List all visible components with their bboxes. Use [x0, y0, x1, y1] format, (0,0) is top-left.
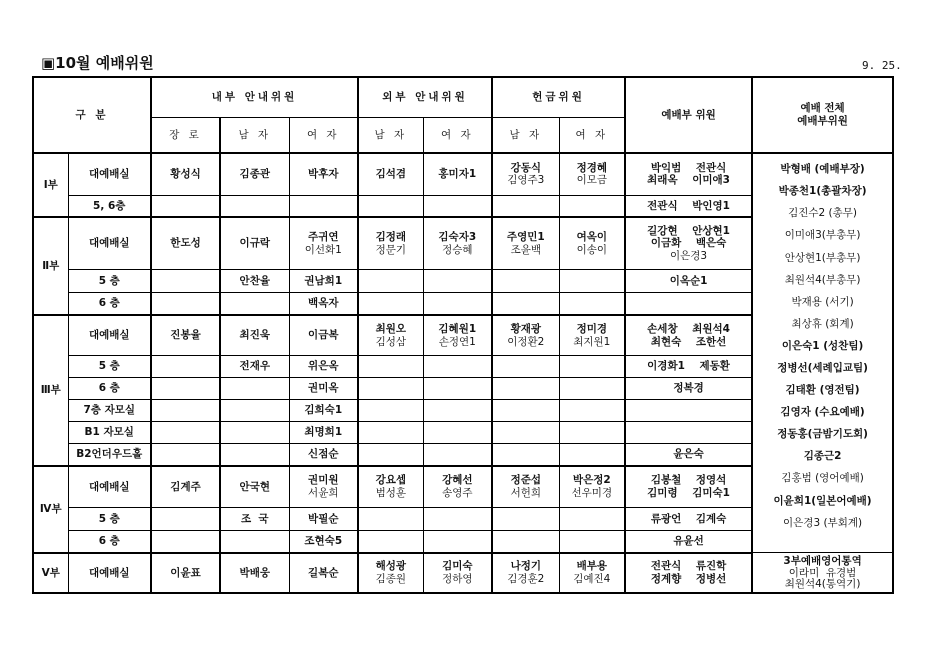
date-label: 9. 25.	[862, 59, 902, 72]
header-external-male: 남 자	[358, 117, 423, 153]
member-item: 김영자 (수요예배)	[780, 406, 865, 419]
location-cell: 대예배실	[68, 315, 151, 355]
internal-female-cell: 신점순	[289, 444, 358, 466]
member-item: 정병선(세례입교팀)	[777, 361, 868, 374]
elder-cell: 진봉율	[151, 315, 220, 355]
internal-female-cell: 박후자	[289, 153, 358, 195]
committee-cell: 길강현 안상현1 이금화 백은숙 이은경3	[625, 217, 752, 269]
location-cell: 대예배실	[68, 153, 151, 195]
interpreter-device: 최원석4(통역기)	[784, 578, 861, 591]
member-item: 김진수2 (총무)	[788, 207, 858, 220]
internal-female-cell: 길복순	[289, 553, 358, 593]
elder-cell: 황성식	[151, 153, 220, 195]
location-cell: 5 층	[68, 355, 151, 377]
offering-female-cell: 여옥이 이송이	[559, 217, 625, 269]
header-internal-male: 남 자	[220, 117, 289, 153]
committee-cell: 이경화1 제동환	[625, 355, 752, 377]
elder-cell: 한도성	[151, 217, 220, 269]
committee-cell: 류광언 김계숙	[625, 508, 752, 531]
external-female-cell: 홍미자1	[423, 153, 492, 195]
internal-male-cell: 이규락	[220, 217, 289, 269]
part-1-label: Ⅰ부	[33, 153, 68, 217]
member-item: 안상현1(부총무)	[784, 251, 861, 264]
external-female-cell: 김미숙 정하영	[423, 553, 492, 593]
offering-male-cell: 강동식 김영주3	[492, 153, 559, 195]
offering-female-cell: 배부용 김예진4	[559, 553, 625, 593]
member-item: 박재용 (서기)	[791, 295, 854, 308]
location-cell: B2언더우드홀	[68, 444, 151, 466]
header-internal: 내부 안내위원	[151, 77, 358, 117]
committee-cell: 전관식 박인영1	[625, 195, 752, 217]
all-members-list	[752, 153, 893, 553]
internal-female-cell: 주귀연 이선화1	[289, 217, 358, 269]
location-cell: 6 층	[68, 377, 151, 399]
header-offering-female: 여 자	[559, 117, 625, 153]
location-cell: B1 자모실	[68, 422, 151, 444]
header-offering: 헌금위원	[492, 77, 625, 117]
interpreter-title: 3부예배영어통역	[783, 555, 862, 568]
external-male-cell: 강요셉 범성훈	[358, 466, 423, 508]
header-external: 외부 안내위원	[358, 77, 492, 117]
header-committee: 예배부 위원	[625, 77, 752, 153]
member-item: 김홍범 (영어예배)	[781, 472, 864, 485]
committee-cell: 윤은숙	[625, 444, 752, 466]
offering-female-cell: 정경혜 이모금	[559, 153, 625, 195]
offering-male-cell: 나정기 김경훈2	[492, 553, 559, 593]
internal-female-cell: 권남희1	[289, 269, 358, 292]
location-cell: 대예배실	[68, 553, 151, 593]
location-cell: 5 층	[68, 508, 151, 531]
member-item: 최원석4(부총무)	[784, 273, 861, 286]
member-item: 이미애3(부총무)	[784, 229, 861, 242]
location-cell: 7층 자모실	[68, 400, 151, 422]
internal-female-cell: 백옥자	[289, 292, 358, 315]
header-external-female: 여 자	[423, 117, 492, 153]
external-female-cell: 강혜선 송영주	[423, 466, 492, 508]
member-item: 최상휴 (회계)	[791, 317, 854, 330]
offering-female-cell: 정미경 최지원1	[559, 315, 625, 355]
offering-male-cell: 주영민1 조윤백	[492, 217, 559, 269]
location-cell: 6 층	[68, 531, 151, 553]
internal-male-cell: 전재우	[220, 355, 289, 377]
internal-male-cell: 박배웅	[220, 553, 289, 593]
elder-cell: 김계주	[151, 466, 220, 508]
header-internal-female: 여 자	[289, 117, 358, 153]
internal-female-cell: 박필순	[289, 508, 358, 531]
header-gubun: 구 분	[33, 77, 151, 153]
internal-female-cell: 조현숙5	[289, 531, 358, 553]
external-male-cell: 해성광 김종원	[358, 553, 423, 593]
member-item: 김태환 (영전팀)	[785, 384, 860, 397]
member-item: 김종근2	[803, 450, 842, 463]
interpreter-names: 이라미 유경범	[788, 566, 857, 579]
external-female-cell: 김혜원1 손정연1	[423, 315, 492, 355]
internal-male-cell: 안국현	[220, 466, 289, 508]
location-cell: 대예배실	[68, 466, 151, 508]
internal-male-cell: 안찬율	[220, 269, 289, 292]
header-all-members: 예배 전체 예배부위원	[752, 77, 893, 153]
external-female-cell: 김숙자3 정승혜	[423, 217, 492, 269]
elder-cell: 이윤표	[151, 553, 220, 593]
external-male-cell: 김석겸	[358, 153, 423, 195]
committee-cell: 김봉철 정영석 김미령 김미숙1	[625, 466, 752, 508]
offering-male-cell: 황재광 이정환2	[492, 315, 559, 355]
internal-male-cell: 최진욱	[220, 315, 289, 355]
member-item: 이윤희1(일본어예배)	[773, 494, 872, 507]
part-4-label: Ⅳ부	[33, 466, 68, 553]
worship-committee-table	[32, 76, 894, 594]
header-offering-male: 남 자	[492, 117, 559, 153]
internal-female-cell: 김희숙1	[289, 400, 358, 422]
member-item: 박형배 (예배부장)	[780, 163, 865, 176]
part-3-label: Ⅲ부	[33, 315, 68, 465]
committee-cell: 유윤선	[625, 531, 752, 553]
member-item: 이은숙1 (성찬팀)	[781, 339, 864, 352]
part-2-label: Ⅱ부	[33, 217, 68, 315]
offering-male-cell: 정준섭 서헌희	[492, 466, 559, 508]
internal-female-cell: 권미원 서윤희	[289, 466, 358, 508]
internal-male-cell: 김종관	[220, 153, 289, 195]
committee-cell: 전관식 류진학 정계향 정병선	[625, 553, 752, 593]
committee-cell: 이옥순1	[625, 269, 752, 292]
external-male-cell: 최원오 김성삼	[358, 315, 423, 355]
external-male-cell: 김정래 정문기	[358, 217, 423, 269]
offering-female-cell: 박은정2 선우미경	[559, 466, 625, 508]
internal-female-cell: 권미옥	[289, 377, 358, 399]
location-cell: 대예배실	[68, 217, 151, 269]
location-cell: 5, 6층	[68, 195, 151, 217]
member-item: 이은경3 (부회계)	[783, 516, 863, 529]
committee-cell: 박익범 전관식 최래옥 이미애3	[625, 153, 752, 195]
part-5-label: Ⅴ부	[33, 553, 68, 593]
interpreter-cell	[752, 553, 893, 593]
internal-female-cell: 이금복	[289, 315, 358, 355]
page-title: ▣10월 예배위원	[41, 54, 154, 72]
location-cell: 5 층	[68, 269, 151, 292]
committee-cell: 손세창 최원석4 최현숙 조한선	[625, 315, 752, 355]
member-item: 박종천1(총괄차장)	[778, 185, 867, 198]
internal-male-cell: 조 국	[220, 508, 289, 531]
internal-female-cell: 위은옥	[289, 355, 358, 377]
committee-cell: 정복경	[625, 377, 752, 399]
member-item: 정동홍(금밤기도회)	[777, 428, 868, 441]
header-elder: 장 로	[151, 117, 220, 153]
internal-female-cell: 최명희1	[289, 422, 358, 444]
location-cell: 6 층	[68, 292, 151, 315]
